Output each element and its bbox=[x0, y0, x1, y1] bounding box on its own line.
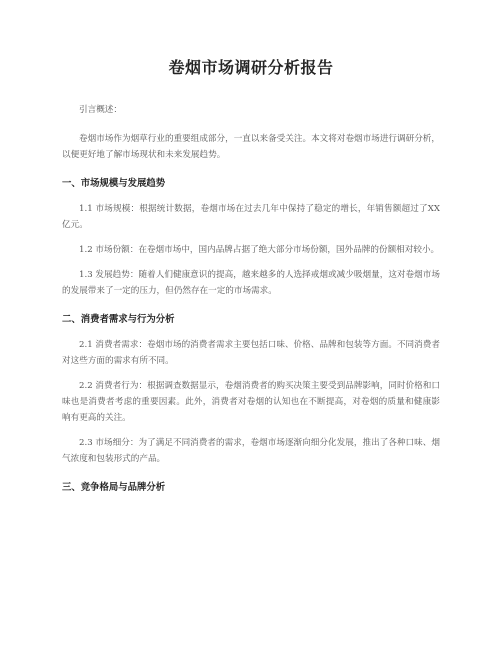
section-heading-1: 一、市场规模与发展趋势 bbox=[62, 178, 166, 189]
section-heading-2: 二、消费者需求与行为分析 bbox=[62, 314, 175, 325]
paragraph-2-2: 2.2 消费者行为：根据调查数据显示，卷烟消费者的购买决策主要受到品牌影响，同时价格和口味也是消费者考虑的重要因素。此外，消费者对卷烟的认知也在不断提高，对卷烟的质量和健康影响有更高的关注。 bbox=[62, 381, 440, 423]
intro-paragraph: 卷烟市场作为烟草行业的重要组成部分，一直以来备受关注。本文将对卷烟市场进行调研分析，以便更好地了解市场现状和未来发展趋势。 bbox=[62, 134, 440, 160]
section-heading-3: 三、竞争格局与品牌分析 bbox=[62, 482, 166, 493]
paragraph-1-3: 1.3 发展趋势：随着人们健康意识的提高，越来越多的人选择戒烟或减少吸烟量，这对卷烟市场的发展带来了一定的压力，但仍然存在一定的市场需求。 bbox=[62, 270, 440, 296]
paragraph-1-2: 1.2 市场份额：在卷烟市场中，国内品牌占据了绝大部分市场份额，国外品牌的份额相对较小。 bbox=[79, 245, 440, 255]
paragraph-1-1: 1.1 市场规模：根据统计数据，卷烟市场在过去几年中保持了稳定的增长，年销售额超过了XX亿元。 bbox=[62, 204, 440, 230]
paragraph-2-1: 2.1 消费者需求：卷烟市场的消费者需求主要包括口味、价格、品牌和包装等方面。不同消费者对这些方面的需求有所不同。 bbox=[62, 340, 440, 366]
paragraph-2-3: 2.3 市场细分：为了满足不同消费者的需求，卷烟市场逐渐向细分化发展，推出了各种口味、烟气浓度和包装形式的产品。 bbox=[62, 438, 440, 464]
intro-label: 引言概述： bbox=[79, 105, 122, 115]
document-title: 卷烟市场调研分析报告 bbox=[168, 58, 334, 77]
